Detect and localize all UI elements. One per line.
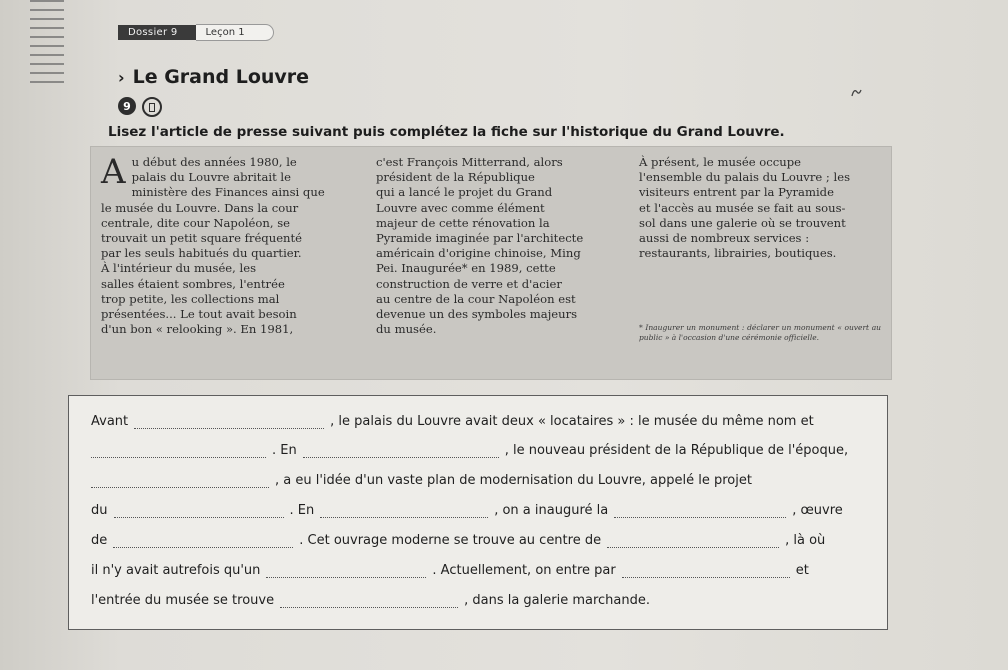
fill-in-form xyxy=(68,395,888,630)
dossier-badge: Dossier 9 xyxy=(118,25,196,40)
page-title-text: Le Grand Louvre xyxy=(132,66,310,88)
article-line: d'un bon « relooking ». En 1981, xyxy=(101,322,294,337)
article-footnote: * Inaugurer un monument : déclarer un monument « ouvert au public » à l'occasion d'une cérémonie officielle. xyxy=(639,323,881,343)
form-line-3 xyxy=(91,473,867,488)
article-line: américain d'origine chinoise, Ming xyxy=(376,246,581,261)
blank-field[interactable] xyxy=(266,563,426,578)
blank-field[interactable] xyxy=(622,563,790,578)
form-text: , a eu l'idée d'un vaste plan de modernisation du Louvre, appelé le projet xyxy=(275,473,752,488)
article-line: qui a lancé le projet du Grand xyxy=(376,185,553,200)
blank-field[interactable] xyxy=(614,503,786,518)
article-line: visiteurs entrent par la Pyramide xyxy=(639,185,834,200)
article-line: palais du Louvre abritait le xyxy=(131,170,291,185)
article-column-2 xyxy=(376,155,630,337)
article-line: À présent, le musée occupe xyxy=(639,155,801,169)
article-line: du musée. xyxy=(376,322,437,337)
article-line: Louvre avec comme élément xyxy=(376,200,545,215)
article-line: salles étaient sombres, l'entrée xyxy=(101,276,285,291)
form-line-2 xyxy=(91,443,867,458)
blank-field[interactable] xyxy=(303,443,499,458)
form-text: . En xyxy=(272,443,297,458)
spiral-binding xyxy=(30,0,70,85)
blank-field[interactable] xyxy=(91,473,269,488)
article-line: présentées... Le tout avait besoin xyxy=(101,307,297,322)
form-text: il n'y avait autrefois qu'un xyxy=(91,563,261,578)
form-text: Avant xyxy=(91,414,129,429)
article-line: construction de verre et d'acier xyxy=(376,276,562,291)
article-line: devenue un des symboles majeurs xyxy=(376,307,578,322)
pen-mark-icon xyxy=(850,86,864,104)
article-line: trouvait un petit square fréquenté xyxy=(101,231,303,246)
blank-field[interactable] xyxy=(113,533,293,548)
activity-icons xyxy=(118,97,162,117)
form-text: . En xyxy=(289,503,315,518)
article-line: trop petite, les collections mal xyxy=(101,291,280,306)
blank-field[interactable] xyxy=(607,533,779,548)
article-line: ministère des Finances ainsi que xyxy=(131,185,325,200)
form-text: , on a inauguré la xyxy=(494,503,609,518)
article-line: et l'accès au musée se fait au sous- xyxy=(639,200,846,215)
form-text: , le nouveau président de la République de l'époque, xyxy=(504,443,849,458)
exercise-instruction: Lisez l'article de presse suivant puis complétez la fiche sur l'historique du Grand Louvre. xyxy=(108,124,785,140)
article-line: majeur de cette rénovation la xyxy=(376,215,550,230)
article-column-1 xyxy=(101,152,363,337)
form-text: l'entrée du musée se trouve xyxy=(91,593,275,608)
press-article xyxy=(90,146,892,380)
form-line-7 xyxy=(91,593,867,608)
article-line: président de la République xyxy=(376,170,535,185)
form-line-4 xyxy=(91,503,867,518)
article-column-3 xyxy=(639,155,881,343)
article-line: Pyramide imaginée par l'architecte xyxy=(376,231,584,246)
audio-icon[interactable] xyxy=(142,97,162,117)
blank-field[interactable] xyxy=(320,503,488,518)
lecon-badge: Leçon 1 xyxy=(196,24,274,41)
article-line: centrale, dite cour Napoléon, se xyxy=(101,215,291,230)
form-text: . Cet ouvrage moderne se trouve au centre de xyxy=(299,533,602,548)
blank-field[interactable] xyxy=(134,414,324,429)
form-text: de xyxy=(91,533,108,548)
article-line: au centre de la cour Napoléon est xyxy=(376,291,576,306)
lesson-header xyxy=(118,22,274,42)
article-line: c'est François Mitterrand, alors xyxy=(376,155,563,169)
chevron-right-icon: › xyxy=(118,68,125,87)
article-line: sol dans une galerie où se trouvent xyxy=(639,215,846,230)
form-line-1 xyxy=(91,414,867,429)
article-line: u début des années 1980, le xyxy=(131,155,297,169)
article-line: À l'intérieur du musée, les xyxy=(101,261,257,276)
form-line-6 xyxy=(91,563,867,578)
blank-field[interactable] xyxy=(91,443,266,458)
form-text: et xyxy=(795,563,809,578)
article-line: le musée du Louvre. Dans la cour xyxy=(101,200,299,215)
form-text: . Actuellement, on entre par xyxy=(432,563,616,578)
article-line: Pei. Inaugurée* en 1989, cette xyxy=(376,261,556,276)
form-text: , là où xyxy=(785,533,826,548)
article-line: restaurants, librairies, boutiques. xyxy=(639,246,837,261)
article-line: aussi de nombreux services : xyxy=(639,231,810,246)
article-dropcap: A xyxy=(101,152,126,192)
form-line-5 xyxy=(91,533,867,548)
form-text: , dans la galerie marchande. xyxy=(464,593,651,608)
page-title xyxy=(118,66,309,88)
activity-number-badge: 9 xyxy=(118,97,136,115)
article-line: par les seuls habitués du quartier. xyxy=(101,246,302,261)
form-text: , le palais du Louvre avait deux « locataires » : le musée du même nom et xyxy=(330,414,814,429)
form-text: , œuvre xyxy=(792,503,843,518)
blank-field[interactable] xyxy=(114,503,284,518)
blank-field[interactable] xyxy=(280,593,458,608)
article-line: l'ensemble du palais du Louvre ; les xyxy=(639,170,851,185)
form-text: du xyxy=(91,503,108,518)
